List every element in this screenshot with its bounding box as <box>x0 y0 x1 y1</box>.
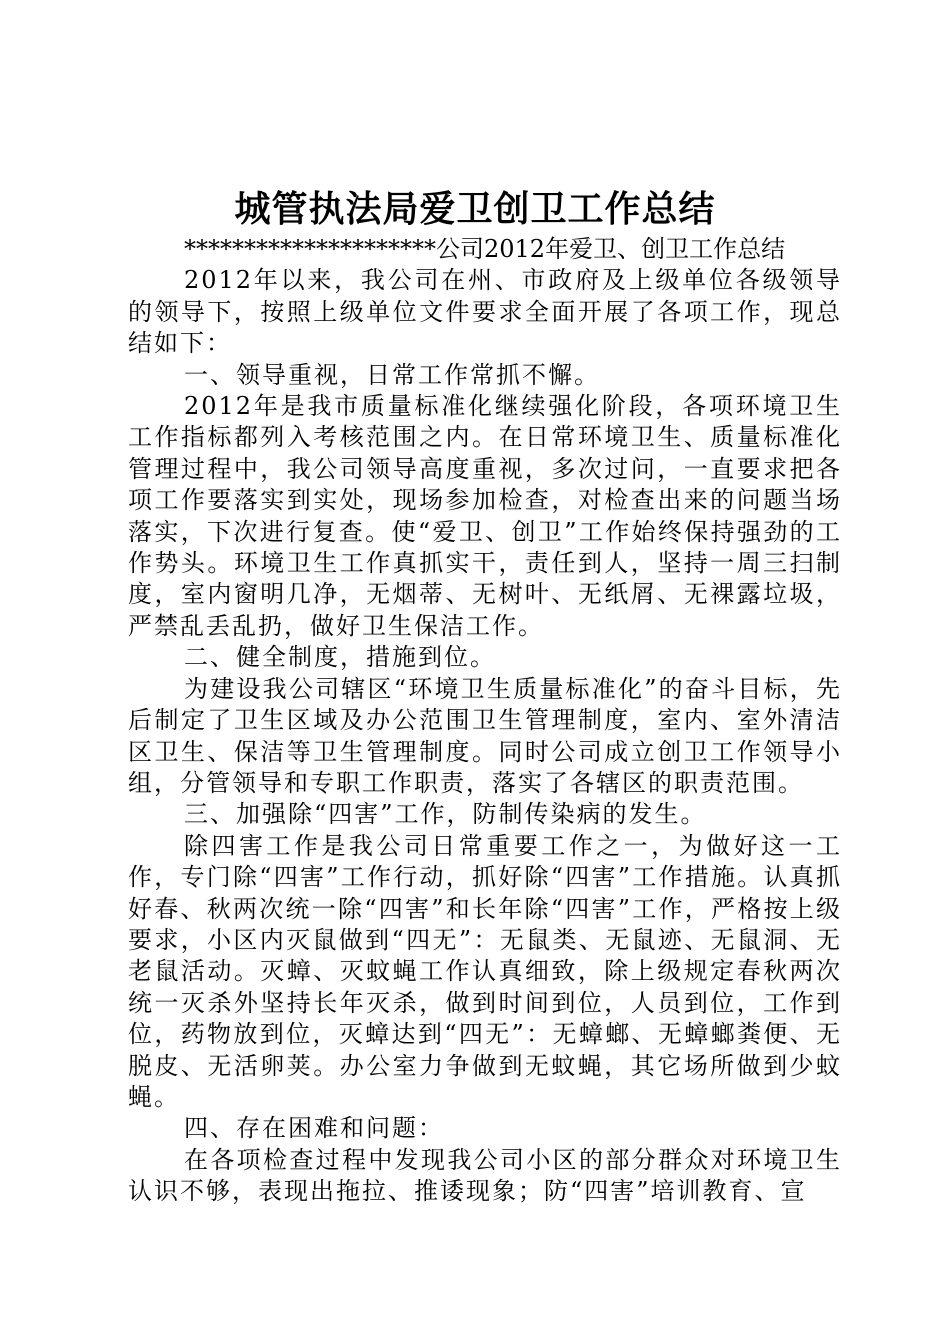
document-title: 城管执法局爱卫创卫工作总结 <box>234 188 716 230</box>
section-heading-3: 三、加强除“四害”工作，防制传染病的发生。 <box>184 800 707 829</box>
section-paragraph-4: 在各项检查过程中发现我公司小区的部分群众对环境卫生认识不够，表现出拖拉、推诿现象；防“四害”培训教育、宣 <box>128 1145 842 1206</box>
section-heading-4: 四、存在困难和问题： <box>184 1114 444 1143</box>
section-heading-1: 一、领导重视，日常工作常抓不懈。 <box>184 360 600 389</box>
section-paragraph-1: 2012年是我市质量标准化继续强化阶段，各项环境卫生工作指标都列入考核范围之内。在日常环境卫生、质量标准化管理过程中，我公司领导高度重视，多次过问，一直要求把各项工作要落实到实处，现场参加检查，对检查出来的问题当场落实，下次进行复查。使“爱卫、创卫”工作始终保持强劲的工作势头。环境卫生工作真抓实干，责任到人，坚持一周三扫制度，室内窗明几净，无烟蒂、无树叶、无纸屑、无裸露垃圾，严禁乱丢乱扔，做好卫生保洁工作。 <box>128 392 842 640</box>
company-summary-heading: *********************公司2012年爱卫、创卫工作总结 <box>184 235 786 263</box>
document-body <box>128 234 842 1208</box>
section-heading-2: 二、健全制度，措施到位。 <box>184 643 496 672</box>
section-paragraph-2: 为建设我公司辖区“环境卫生质量标准化”的奋斗目标，先后制定了卫生区域及办公范围卫生管理制度，室内、室外清洁区卫生、保洁等卫生管理制度。同时公司成立创卫工作领导小组，分管领导和专职工作职责，落实了各辖区的职责范围。 <box>128 674 842 797</box>
intro-paragraph: 2012年以来，我公司在州、市政府及上级单位各级领导的领导下，按照上级单位文件要求全面开展了各项工作，现总结如下： <box>128 266 842 358</box>
section-paragraph-3: 除四害工作是我公司日常重要工作之一，为做好这一工作，专门除“四害”工作行动，抓好除“四害”工作措施。认真抓好春、秋两次统一除“四害”和长年除“四害”工作，严格按上级要求，小区内灭鼠做到“四无”：无鼠类、无鼠迹、无鼠洞、无老鼠活动。灭蟑、灭蚊蝇工作认真细致，除上级规定春秋两次统一灭杀外坚持长年灭杀，做到时间到位，人员到位，工作到位，药物放到位，灭蟑达到“四无”：无蟑螂、无蟑螂粪便、无脱皮、无活卵荚。办公室力争做到无蚊蝇，其它场所做到少蚊蝇。 <box>128 831 842 1111</box>
